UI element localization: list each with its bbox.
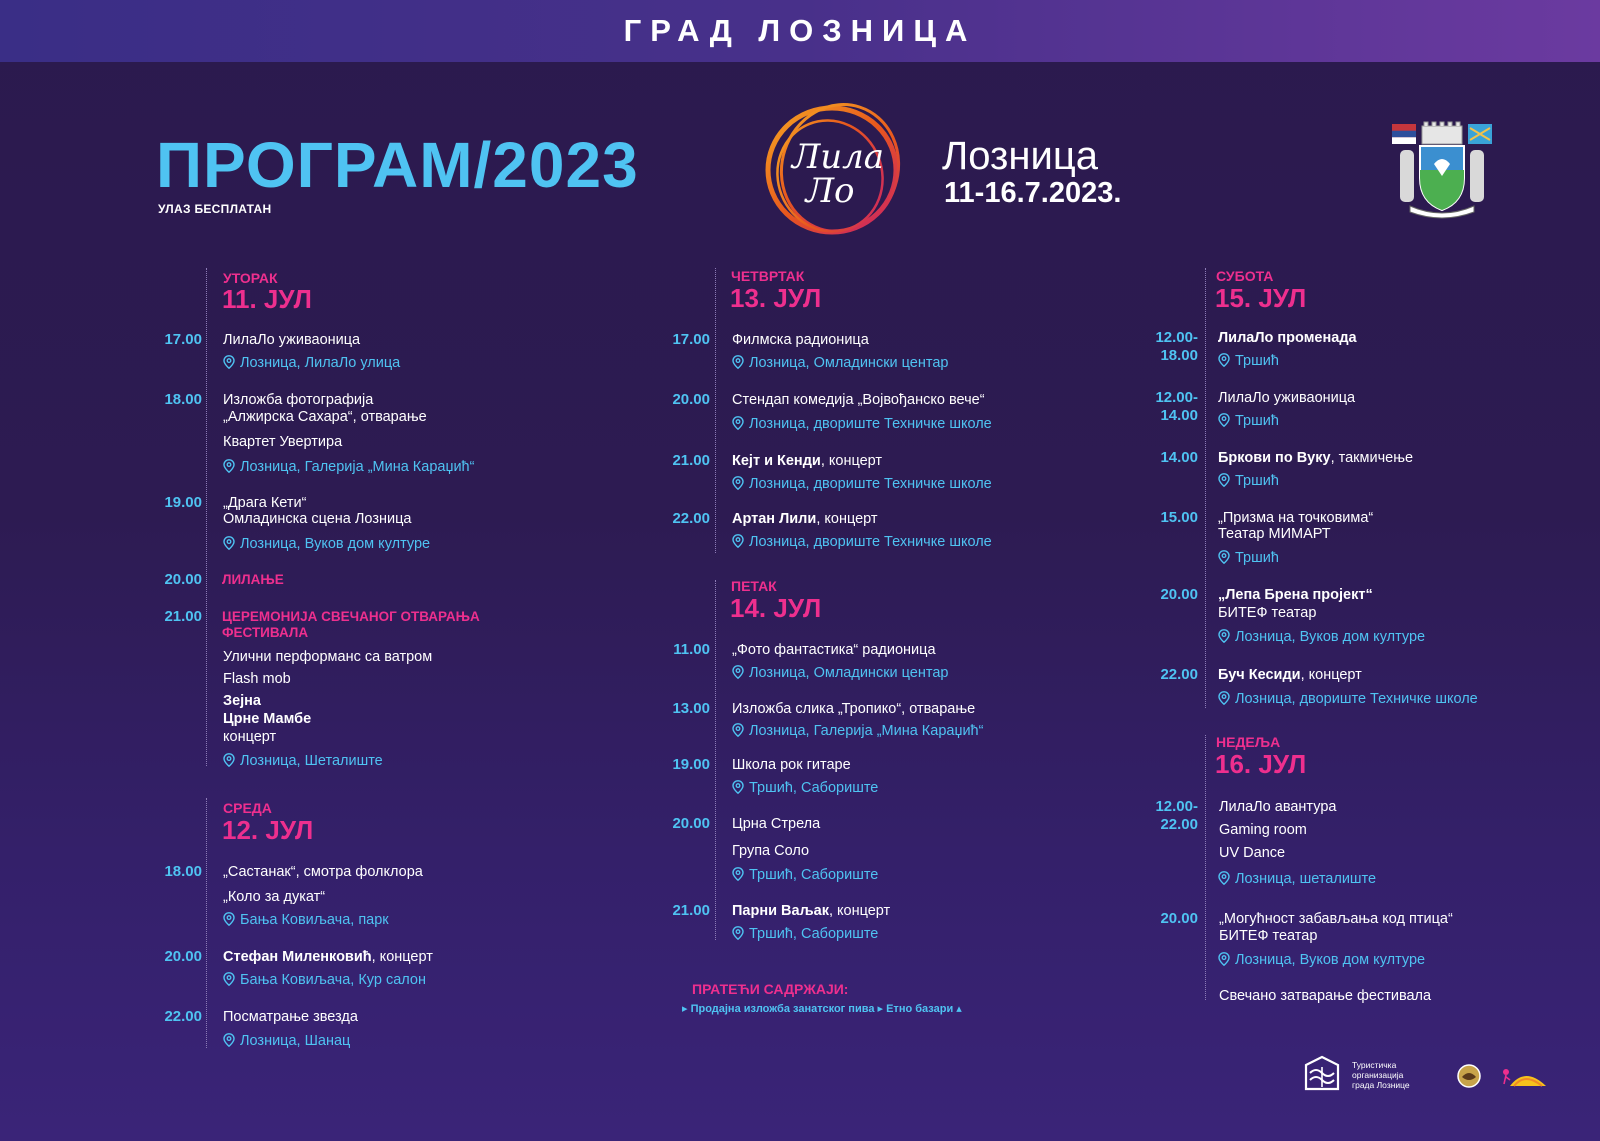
event-time: 21.00 [672,452,710,469]
event-time: 20.00 [164,948,202,965]
column-divider [1205,268,1206,708]
event-title: концерт [223,729,277,745]
header-bar [0,0,1600,62]
location-pin-icon [732,867,744,881]
location-pin-icon [732,534,744,548]
event-location: Лозница, Вуков дом културе [223,535,430,553]
location-pin-icon [732,416,744,430]
day-name: СРЕДА [223,800,272,816]
city-crest [1390,120,1494,220]
event-title: ЛилаЛо уживаоница [1218,390,1356,406]
partner-logo-sun [1500,1064,1550,1090]
location-pin-icon [223,459,235,473]
event-time: 20.00 [164,571,202,588]
event-time: 22.00 [672,510,710,527]
location-pin-icon [223,1033,235,1047]
city-name: Лозница [942,134,1098,178]
event-title: „Драга Кети“ [223,495,307,511]
location-pin-icon [1218,629,1230,643]
location-pin-icon [732,665,744,679]
event-title: UV Dance [1219,845,1286,861]
location-pin-icon [1218,550,1230,564]
event-title: ЛилаЛо уживаоница [223,332,361,348]
event-title: „Лепа Брена пројект“ [1218,587,1373,603]
location-pin-icon [732,355,744,369]
location-pin-icon [732,780,744,794]
event-performer: БИТЕФ театар [1219,928,1318,944]
event-title: Изложба слика „Тропико“, отварање [732,701,976,717]
event-time: 17.00 [672,331,710,348]
location-pin-icon [1218,413,1230,427]
event-location: Тршић, Сабориште [732,866,878,884]
tourism-org-name: Туристичка организација града Лознице [1352,1060,1410,1090]
column-divider [715,580,716,940]
location-pin-icon [732,723,744,737]
location-pin-icon [1218,871,1230,885]
event-time: 21.00 [672,902,710,919]
event-title: „Алжирска Сахара“, отварање [223,409,427,425]
event-location: Лозница, двориште Техничке школе [732,415,992,433]
triangle-bullet-icon: ▸ [682,1003,691,1015]
day-name: УТОРАК [223,270,278,286]
accompanying-title: ПРАТЕЋИ САДРЖАЈИ: [692,981,849,997]
event-title: „Могућност забављања код птица“ [1219,911,1453,927]
event-time: 12.00- 22.00 [1155,798,1198,833]
location-pin-icon [223,536,235,550]
location-pin-icon [1218,473,1230,487]
event-performer: Група Соло [732,843,810,859]
event-location: Лозница, Вуков дом културе [1218,628,1425,646]
event-performer: Омладинска сцена Лозница [223,511,412,527]
event-time: 20.00 [672,815,710,832]
triangle-bullet-icon: ▸ [877,1003,887,1015]
event-title: Изложба фотографија [223,392,374,408]
event-title: Школа рок гитаре [732,757,851,773]
event-performer: Зејна [223,693,261,709]
event-title: Стефан Миленковић, концерт [223,949,433,965]
event-location: Лозница, двориште Техничке школе [732,475,992,493]
event-location: Тршић [1218,352,1279,370]
event-highlight: ЦЕРЕМОНИЈА СВЕЧАНОГ ОТВАРАЊА [222,609,480,624]
location-pin-icon [732,926,744,940]
event-time: 22.00 [1160,666,1198,683]
event-title: ЛилаЛо авантура [1219,799,1337,815]
event-time: 20.00 [1160,910,1198,927]
event-performer: Црне Мамбе [223,711,312,727]
event-time: 21.00 [164,608,202,625]
event-location: Тршић [1218,549,1279,567]
event-location: Лозница, Галерија „Мина Караџић“ [732,722,983,740]
free-entry-note: УЛАЗ БЕСПЛАТАН [158,202,272,216]
event-location: Лозница, двориште Техничке школе [1218,690,1478,708]
triangle-bullet-icon: ▴ [956,1003,962,1015]
location-pin-icon [732,476,744,490]
event-title: Посматрање звезда [223,1009,358,1025]
location-pin-icon [1218,691,1230,705]
event-location: Тршић, Сабориште [732,779,878,797]
event-time: 11.00 [673,641,710,658]
event-time: 22.00 [164,1008,202,1025]
column-divider [206,798,207,1048]
day-date: 12. ЈУЛ [222,815,314,845]
accompanying-items: ▸ Продајна изложба занатског пива ▸ Етно базари ▴ [682,1003,962,1015]
location-pin-icon [223,355,235,369]
event-performer: Црна Стрела [732,816,821,832]
event-title: Буч Кесиди, концерт [1218,667,1362,683]
partner-logo [1456,1063,1482,1089]
event-location: Тршић [1218,472,1279,490]
day-date: 15. ЈУЛ [1215,283,1307,313]
svg-text:Ло: Ло [805,171,855,211]
event-time: 13.00 [672,700,710,717]
festival-dates: 11-16.7.2023. [944,177,1122,209]
event-title: Стендап комедија „Војвођанско вече“ [732,392,985,408]
event-location: Лозница, шеталиште [1218,870,1376,888]
day-date: 13. ЈУЛ [730,283,822,313]
event-highlight: ЛИЛАЊЕ [222,572,284,587]
event-location: Бања Ковиљача, Кур салон [223,971,426,989]
location-pin-icon [223,753,235,767]
program-title: ПРОГРАМ/2023 [156,129,639,201]
event-title: Flash mob [223,671,291,687]
day-date: 14. ЈУЛ [730,593,822,623]
event-performer: Квартет Увертира [223,434,343,450]
day-date: 11. ЈУЛ [222,284,312,314]
column-divider [206,268,207,766]
svg-text:Лила: Лила [791,137,885,177]
day-name: СУБОТА [1216,268,1274,284]
event-location: Тршић, Сабориште [732,925,878,943]
location-pin-icon [1218,952,1230,966]
event-time: 19.00 [672,756,710,773]
event-title: Филмска радионица [732,332,869,348]
event-title: Бркови по Вуку, такмичење [1218,450,1414,466]
event-time: 17.00 [164,331,202,348]
event-location: Бања Ковиљача, парк [223,911,389,929]
event-location: Лозница, Омладински центар [732,354,948,372]
column-divider [1205,735,1206,1000]
header-title: ГРАД ЛОЗНИЦА [623,13,977,48]
day-name: НЕДЕЉА [1216,734,1281,750]
event-title: „Састанак“, смотра фолклора [223,864,423,880]
day-date: 16. ЈУЛ [1215,749,1307,779]
festival-closing: Свечано затварање фестивала [1219,988,1432,1004]
event-time: 20.00 [1160,586,1198,603]
event-location: Лозница, ЛилаЛо улица [223,354,400,372]
event-location: Лозница, Шанац [223,1032,350,1050]
event-performer: Театар МИМАРТ [1218,526,1331,542]
event-location: Лозница, Шеталиште [223,752,383,770]
tourism-org-logo [1302,1053,1342,1093]
event-location: Лозница, Омладински центар [732,664,948,682]
event-location: Лозница, двориште Техничке школе [732,533,992,551]
event-title: Артан Лили, концерт [732,511,878,527]
event-location: Тршић [1218,412,1279,430]
event-highlight: ФЕСТИВАЛА [222,625,309,640]
event-title: Улични перформанс са ватром [223,649,433,665]
event-title: Парни Ваљак, концерт [732,903,891,919]
location-pin-icon [1218,353,1230,367]
location-pin-icon [223,912,235,926]
event-time: 12.00- 18.00 [1155,329,1198,364]
event-time: 14.00 [1160,449,1198,466]
event-time: 19.00 [164,494,202,511]
event-time: 18.00 [164,391,202,408]
event-title: „Призма на точковима“ [1218,510,1374,526]
event-title: ЛилаЛо променада [1218,330,1357,346]
event-location: Лозница, Галерија „Мина Караџић“ [223,458,474,476]
event-time: 15.00 [1160,509,1198,526]
event-time: 20.00 [672,391,710,408]
event-title: „Фото фантастика“ радионица [732,642,936,658]
event-title: „Коло за дукат“ [223,889,326,905]
event-performer: БИТЕФ театар [1218,605,1317,621]
event-time: 12.00- 14.00 [1155,389,1198,424]
day-name: ПЕТАК [731,578,777,594]
event-title: Кејт и Кенди, концерт [732,453,883,469]
event-time: 18.00 [164,863,202,880]
location-pin-icon [223,972,235,986]
day-name: ЧЕТВРТАК [731,268,805,284]
column-divider [715,268,716,553]
event-title: Gaming room [1219,822,1307,838]
festival-logo [760,96,910,246]
event-location: Лозница, Вуков дом културе [1218,951,1425,969]
